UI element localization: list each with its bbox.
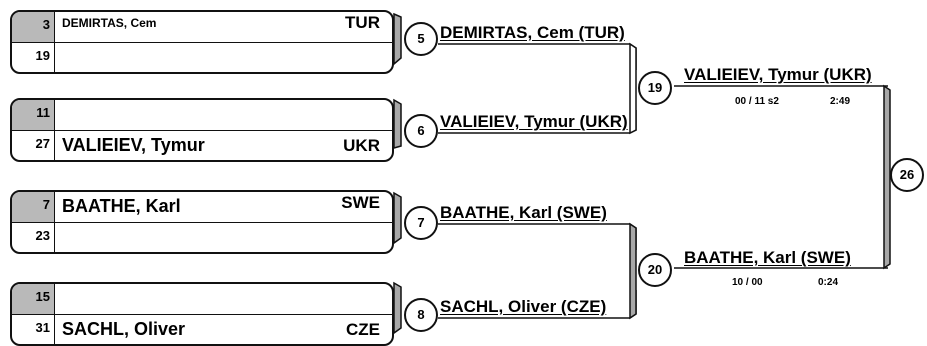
seed-row-top <box>12 12 392 43</box>
round1-match-3 <box>10 190 394 254</box>
connector-r1-4 <box>394 283 401 333</box>
winner-match-6: VALIEIEV, Tymur (UKR) <box>440 112 628 131</box>
seed-number: 31 <box>12 315 55 346</box>
seed-number: 23 <box>12 223 55 254</box>
connector-bar-26 <box>884 86 890 268</box>
score-match-19: 00 / 11 s2 <box>735 96 779 107</box>
connector-r1-1 <box>394 14 401 64</box>
match-number-5: 5 <box>404 22 438 56</box>
time-match-19: 2:49 <box>830 96 851 107</box>
competitor-country: UKR <box>343 136 380 155</box>
seed-number: 27 <box>12 131 55 162</box>
competitor-name: DEMIRTAS, Cem <box>62 16 157 30</box>
competitor-name: BAATHE, Karl <box>62 196 181 216</box>
seed-number: 19 <box>12 43 55 74</box>
winner-match-7: BAATHE, Karl (SWE) <box>440 203 607 222</box>
seed-number: 7 <box>12 192 55 222</box>
round1-match-4 <box>10 282 394 346</box>
competitor-country: CZE <box>346 320 380 339</box>
seed-row-top <box>12 100 392 131</box>
match-number-7: 7 <box>404 206 438 240</box>
connector-r1-3 <box>394 193 401 243</box>
connector-bar-19 <box>630 44 636 133</box>
seed-row-top <box>12 192 392 223</box>
round1-match-1 <box>10 10 394 74</box>
seed-number: 3 <box>12 12 55 42</box>
competitor-name: VALIEIEV, Tymur <box>62 135 205 155</box>
round1-match-2 <box>10 98 394 162</box>
seed-number: 11 <box>12 100 55 130</box>
winner-match-5: DEMIRTAS, Cem (TUR) <box>440 23 625 42</box>
seed-row-bottom <box>12 315 392 346</box>
seed-row-bottom <box>12 43 392 74</box>
score-match-20: 10 / 00 <box>732 277 763 288</box>
match-number-6: 6 <box>404 114 438 148</box>
competitor-country: TUR <box>345 13 380 32</box>
seed-number: 15 <box>12 284 55 314</box>
winner-match-19: VALIEIEV, Tymur (UKR) <box>684 65 872 84</box>
seed-row-top <box>12 284 392 315</box>
match-number-20: 20 <box>638 253 672 287</box>
connector-bar-20 <box>630 224 636 318</box>
match-number-26: 26 <box>890 158 924 192</box>
connector-r2-5 <box>438 44 636 70</box>
time-match-20: 0:24 <box>818 277 839 288</box>
connector-r1-2 <box>394 100 401 148</box>
winner-match-8: SACHL, Oliver (CZE) <box>440 297 607 316</box>
competitor-name: SACHL, Oliver <box>62 319 186 339</box>
competitor-country: SWE <box>341 193 380 212</box>
match-number-19: 19 <box>638 71 672 105</box>
match-number-8: 8 <box>404 298 438 332</box>
connector-r2-7 <box>438 224 636 250</box>
seed-row-bottom <box>12 223 392 254</box>
winner-match-20: BAATHE, Karl (SWE) <box>684 248 851 267</box>
seed-row-bottom <box>12 131 392 162</box>
